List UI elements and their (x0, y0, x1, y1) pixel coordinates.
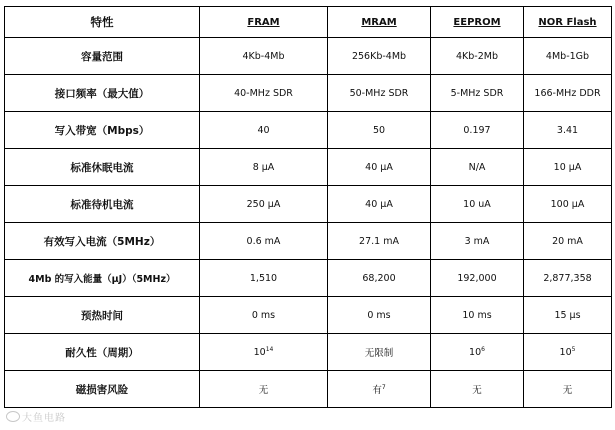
cell-value: 40 µA (365, 198, 393, 210)
table-cell (431, 149, 524, 186)
table-row (5, 186, 612, 223)
table-cell (328, 38, 431, 75)
cell-value: 27.1 mA (359, 235, 399, 247)
cell-value: 10 (469, 346, 482, 358)
cell-value: 10 uA (463, 198, 491, 210)
table-cell (200, 38, 328, 75)
table-cell (524, 75, 612, 112)
row-label: 磁损害风险 (5, 371, 200, 408)
table-row (5, 371, 612, 408)
cell-value: 40 (257, 124, 270, 136)
table-cell (431, 297, 524, 334)
cell-value: N/A (468, 161, 486, 173)
table-body (5, 38, 612, 408)
table-row (5, 260, 612, 297)
table-cell (328, 334, 431, 371)
table-cell (200, 260, 328, 297)
cell-value: 2,877,358 (543, 272, 592, 284)
table-cell (328, 186, 431, 223)
table-row (5, 38, 612, 75)
cell-value: 5-MHz SDR (450, 87, 504, 99)
table-cell (328, 223, 431, 260)
row-label: 容量范围 (5, 38, 200, 75)
table-cell (524, 112, 612, 149)
cell-value: 192,000 (457, 272, 497, 284)
table-cell (200, 149, 328, 186)
table-cell (200, 186, 328, 223)
header-fram: FRAM (200, 7, 328, 38)
cell-value: 10 (253, 346, 266, 358)
row-label: 写入带宽（Mbps） (5, 112, 200, 149)
table-cell (328, 75, 431, 112)
cell-value: 4Kb-4Mb (242, 50, 285, 62)
cell-value: 3 mA (464, 235, 490, 247)
row-label: 标准休眠电流 (5, 149, 200, 186)
table-cell (431, 186, 524, 223)
table-cell (524, 38, 612, 75)
table-cell (200, 371, 328, 408)
table-cell (431, 260, 524, 297)
cell-value: 10 µA (553, 161, 582, 173)
table-cell (328, 260, 431, 297)
table-cell (524, 186, 612, 223)
watermark-logo-icon (6, 411, 20, 422)
table-cell (431, 112, 524, 149)
cell-value: 1,510 (249, 272, 278, 284)
cell-value: 166-MHz DDR (534, 87, 601, 99)
table-cell (328, 297, 431, 334)
cell-value: 10 (559, 346, 572, 358)
table-cell (524, 260, 612, 297)
cell-value: 250 µA (246, 198, 281, 210)
row-label: 4Mb 的写入能量（µJ）（5MHz） (5, 260, 200, 297)
row-label: 接口频率（最大值） (5, 75, 200, 112)
cell-value: 3.41 (556, 124, 579, 136)
table-cell (524, 297, 612, 334)
cell-value: 0.197 (463, 124, 491, 136)
cell-value: 0 ms (251, 309, 276, 321)
header-eeprom: EEPROM (431, 7, 524, 38)
cell-value: 256Kb-4Mb (351, 50, 407, 62)
table-cell (200, 75, 328, 112)
table-cell (431, 334, 524, 371)
table-row (5, 297, 612, 334)
row-label: 标准待机电流 (5, 186, 200, 223)
cell-value: 40-MHz SDR (234, 87, 293, 99)
cell-value: 50 (372, 124, 386, 136)
cell-value: 15 µs (554, 309, 581, 321)
table-cell (328, 149, 431, 186)
cell-value: 8 µA (252, 161, 275, 173)
row-label: 预热时间 (5, 297, 200, 334)
cell-value: 无 (472, 385, 482, 396)
table-cell (200, 334, 328, 371)
cell-superscript: 6 (481, 345, 485, 353)
table-row (5, 112, 612, 149)
cell-value: 无限制 (364, 348, 394, 359)
table-cell (431, 38, 524, 75)
cell-value: 4Mb-1Gb (545, 50, 590, 62)
table-row (5, 149, 612, 186)
table-cell (524, 334, 612, 371)
cell-value: 40 µA (365, 161, 393, 173)
cell-superscript: 7 (381, 384, 386, 391)
header-mram: MRAM (328, 7, 431, 38)
table-cell (328, 112, 431, 149)
cell-value: 无 (258, 385, 269, 396)
table-header-row (5, 7, 612, 38)
memory-comparison-table (4, 6, 612, 408)
cell-value: 68,200 (362, 272, 396, 284)
watermark (6, 409, 66, 424)
cell-value: 有 (372, 385, 382, 396)
cell-superscript: 5 (571, 345, 576, 353)
table-cell (200, 112, 328, 149)
header-nor-flash: NOR Flash (524, 7, 612, 38)
table-cell (200, 297, 328, 334)
cell-value: 10 ms (462, 309, 492, 321)
table-cell (431, 75, 524, 112)
cell-value: 0 ms (367, 309, 391, 321)
header-feature: 特性 (5, 7, 200, 38)
table-cell (524, 371, 612, 408)
cell-value: 无 (562, 385, 573, 396)
table-cell (431, 371, 524, 408)
cell-value: 0.6 mA (246, 235, 281, 247)
table-cell (328, 371, 431, 408)
table-row (5, 75, 612, 112)
row-label: 有效写入电流（5MHz） (5, 223, 200, 260)
table-row (5, 223, 612, 260)
watermark-text: 大鱼电路 (22, 413, 66, 424)
cell-value: 4Kb-2Mb (455, 50, 498, 62)
table-cell (524, 149, 612, 186)
table-cell (200, 223, 328, 260)
cell-value: 20 mA (552, 235, 583, 247)
table-row (5, 334, 612, 371)
table-cell (524, 223, 612, 260)
row-label: 耐久性（周期） (5, 334, 200, 371)
table-cell (431, 223, 524, 260)
cell-value: 100 µA (550, 198, 585, 210)
cell-superscript: 14 (265, 345, 274, 353)
cell-value: 50-MHz SDR (349, 87, 409, 99)
